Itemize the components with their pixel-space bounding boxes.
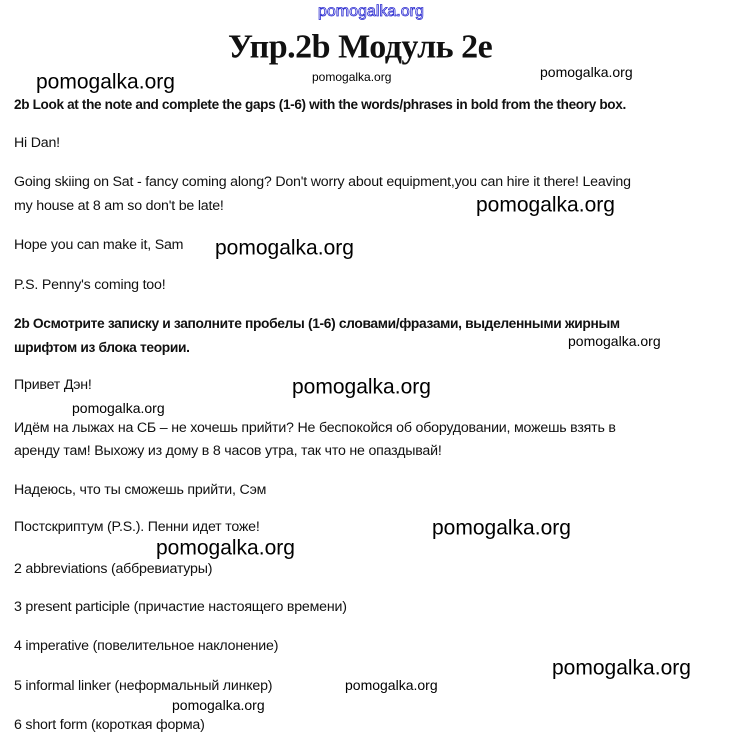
russian-instruction: шрифтом из блока теории.: [14, 340, 190, 356]
answer-item: 6 short form (короткая форма): [14, 716, 205, 733]
answer-item: 4 imperative (повелительное наклонение): [14, 637, 279, 654]
answer-item: 3 present participle (причастие настоящего времени): [14, 598, 347, 615]
english-ps: P.S. Penny's coming too!: [14, 276, 166, 293]
watermark: pomogalka.org: [432, 516, 571, 540]
russian-closing: Надеюсь, что ты сможешь прийти, Сэм: [14, 481, 267, 498]
russian-body-line: аренду там! Выхожу из дому в 8 часов утра, так что не опаздывай!: [14, 442, 442, 459]
english-instruction: 2b Look at the note and complete the gaps (1-6) with the words/phrases in bold from the theory box.: [14, 97, 626, 113]
watermark: pomogalka.org: [215, 236, 354, 260]
answer-item: 2 abbreviations (аббревиатуры): [14, 560, 213, 577]
page-title: Упр.2b Модуль 2e: [228, 28, 493, 66]
watermark: pomogalka.org: [292, 375, 431, 399]
russian-greeting: Привет Дэн!: [14, 376, 92, 393]
watermark: pomogalka.org: [156, 536, 295, 560]
watermark: pomogalka.org: [318, 3, 424, 20]
english-body-line: my house at 8 am so don't be late!: [14, 197, 224, 214]
watermark: pomogalka.org: [72, 400, 165, 416]
watermark: pomogalka.org: [345, 677, 438, 693]
russian-ps: Постскриптум (P.S.). Пенни идет тоже!: [14, 518, 260, 535]
watermark: pomogalka.org: [476, 193, 615, 217]
watermark: pomogalka.org: [568, 333, 661, 349]
russian-instruction: 2b Осмотрите записку и заполните пробелы (1-6) словами/фразами, выделенными жирным: [14, 316, 620, 332]
russian-body-line: Идём на лыжах на СБ – не хочешь прийти? Не беспокойся об оборудовании, можешь взять в: [14, 419, 616, 436]
english-body-line: Going skiing on Sat - fancy coming along? Don't worry about equipment,you can hire it there! Leaving: [14, 173, 631, 190]
watermark: pomogalka.org: [172, 697, 265, 713]
watermark: pomogalka.org: [552, 656, 691, 680]
answer-item: 5 informal linker (неформальный линкер): [14, 677, 273, 694]
watermark: pomogalka.org: [540, 64, 633, 80]
english-greeting: Hi Dan!: [14, 134, 60, 151]
watermark: pomogalka.org: [36, 70, 175, 94]
watermark: pomogalka.org: [312, 70, 392, 84]
english-closing: Hope you can make it, Sam: [14, 236, 184, 253]
